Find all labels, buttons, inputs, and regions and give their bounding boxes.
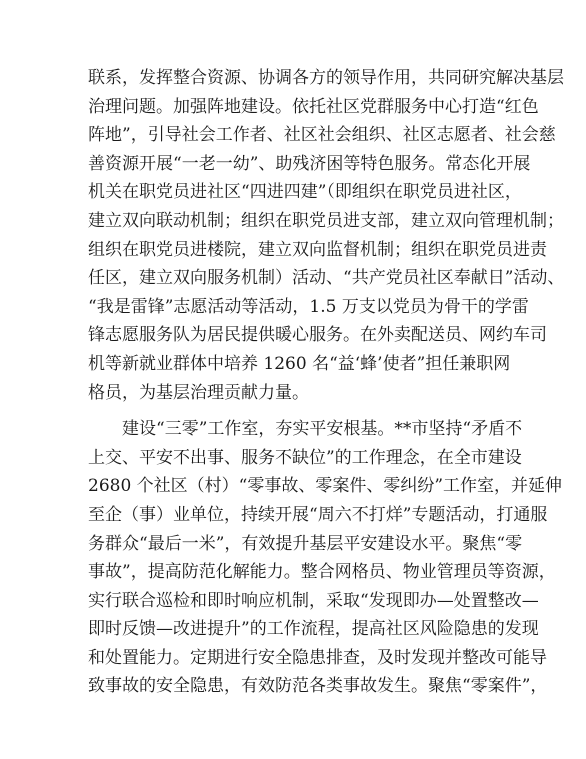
text-line: 上交、平安不出事、服务不缺位”的工作理念，在全市建设	[88, 447, 522, 468]
text-line: 组织在职党员进楼院，建立双向监督机制；组织在职党员进责	[88, 239, 547, 260]
body-text	[88, 64, 565, 701]
text-line: 事故”，提高防范化解能力。整合网格员、物业管理员等资源，	[88, 562, 556, 583]
text-line: 格员，为基层治理贡献力量。	[88, 382, 309, 403]
text-line: 治理问题。加强阵地建设。依托社区党群服务中心打造“红色	[88, 96, 539, 117]
text-line: 实行联合巡检和即时响应机制，采取“发现即办—处置整改—	[88, 590, 539, 611]
text-line: 即时反馈—改进提升”的工作流程，提高社区风险隐患的发现	[88, 619, 539, 640]
text-line: “我是雷锋”志愿活动等活动，1.5 万支以党员为骨干的学雷	[88, 296, 529, 317]
text-line: 建设“三零”工作室，夯实平安根基。**市坚持“矛盾不	[88, 419, 523, 440]
text-line: 锋志愿服务队为居民提供暖心服务。在外卖配送员、网约车司	[88, 325, 547, 346]
text-line: 联系，发挥整合资源、协调各方的领导作用，共同研究解决基层	[88, 68, 564, 88]
text-line: 和处置能力。定期进行安全隐患排查，及时发现并整改可能导	[88, 647, 547, 668]
text-line: 机关在职党员进社区“四进四建”（即组织在职党员进社区，	[88, 182, 522, 203]
text-line: 务群众“最后一米”，有效提升基层平安建设水平。聚焦“零	[88, 533, 523, 554]
text-line: 阵地”，引导社会工作者、社区社会组织、社区志愿者、社会慈	[88, 125, 556, 146]
paragraph-2	[88, 415, 563, 701]
paragraph-1	[88, 64, 565, 407]
text-line: 善资源开展“一老一幼”、助残济困等特色服务。常态化开展	[88, 153, 531, 174]
paragraph-spacer	[88, 407, 500, 415]
text-line: 致事故的安全隐患，有效防范各类事故发生。聚焦“零案件”，	[88, 676, 548, 697]
text-line: 建立双向联动机制；组织在职党员进支部，建立双向管理机制；	[88, 210, 564, 231]
text-line: 任区，建立双向服务机制）活动、“共产党员社区奉献日”活动、	[88, 268, 565, 289]
text-line: 2680 个社区（村）“零事故、零案件、零纠纷”工作室，并延伸	[88, 476, 563, 497]
text-line: 至企（事）业单位，持续开展“周六不打烊”专题活动，打通服	[88, 504, 548, 525]
text-line: 机等新就业群体中培养 1260 名“益‘蜂’使者”担任兼职网	[88, 353, 511, 374]
